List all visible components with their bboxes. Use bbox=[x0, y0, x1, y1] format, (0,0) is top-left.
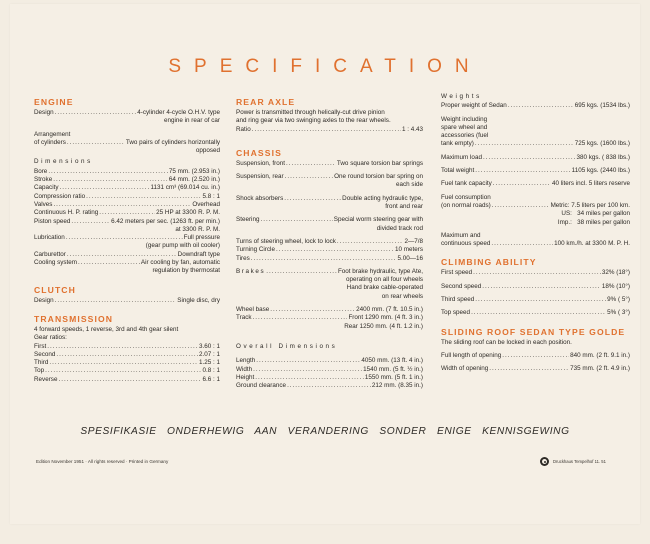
consumption-l1: Fuel consumption bbox=[441, 193, 491, 201]
rear-axle-heading: REAR AXLE bbox=[236, 97, 296, 107]
engine-capacity-row: Capacity ..... 1131 cm³ (69.014 cu. in.) bbox=[34, 184, 220, 192]
weight-incl-l2: spare wheel and bbox=[441, 123, 488, 131]
rear-axle-ratio-row: Ratio ..... 1 : 4.43 bbox=[236, 126, 423, 134]
track-cont: Rear 1250 mm. (4 ft. 1.2 in.) bbox=[344, 322, 423, 330]
engine-cooling-cont: regulation by thermostat bbox=[152, 267, 220, 275]
rear-axle-text1: Power is transmitted through helically-cut drive pinion bbox=[236, 109, 385, 116]
shock-row: Shock absorbers ..... Double acting hydraulic type, bbox=[236, 195, 423, 203]
steering-row: Steering ..... Special worm steering gear with bbox=[236, 216, 423, 224]
engine-piston-row: Piston speed ..... 6.42 meters per sec. (1263 ft. per min.) bbox=[34, 218, 220, 226]
steering-cont: divided track rod bbox=[376, 224, 423, 232]
engine-cooling-row: Cooling system ..... Air cooling by fan, automatic bbox=[34, 259, 220, 267]
gear-ratio-row: Second ..... 2.07 : 1 bbox=[34, 351, 220, 359]
transmission-line1: 4 forward speeds, 1 reverse, 3rd and 4th gear silent bbox=[34, 325, 179, 333]
susp-rear-row: Suspension, rear ..... One round torsion bar spring on bbox=[236, 173, 423, 181]
engine-lubrication-row: Lubrication ..... Full pressure bbox=[34, 234, 220, 242]
engine-dimensions-heading: Dimensions bbox=[34, 158, 93, 166]
maxspeed-l1: Maximum and bbox=[441, 231, 481, 239]
engine-hp-row: Continuous H. P. rating ..... 25 HP at 3300 R. P. M. bbox=[34, 209, 220, 217]
engine-design-cont: engine in rear of car bbox=[163, 117, 220, 125]
maxspeed-row: continuous speed ..... 100 km./h. at 3300 M. P. H. bbox=[441, 240, 630, 248]
brakes-cont3: on rear wheels bbox=[381, 292, 423, 300]
gear-ratio-row: First ..... 3.60 : 1 bbox=[34, 343, 220, 351]
engine-design-row: Design ..... 4-cylinder 4-cycle O.H.V. type bbox=[34, 109, 220, 117]
max-load-row: Maximum load ..... 380 kgs. ( 838 lbs.) bbox=[441, 154, 630, 162]
clearance-row: Ground clearance ..... 212 mm. (8.35 in.) bbox=[236, 382, 423, 390]
engine-heading: ENGINE bbox=[34, 97, 74, 107]
page-title: SPECIFICATION bbox=[168, 56, 482, 77]
clutch-heading: CLUTCH bbox=[34, 284, 76, 295]
transmission-heading: TRANSMISSION bbox=[34, 313, 114, 324]
tires-row: Tires ..... 5.00—16 bbox=[236, 255, 423, 263]
column-right bbox=[441, 93, 630, 374]
susp-rear-cont: each side bbox=[396, 181, 423, 189]
rear-axle-text2: and ring gear via two swinging axles to the rear wheels. bbox=[236, 117, 391, 125]
gear-ratio-row: Top ..... 0.8 : 1 bbox=[34, 367, 220, 375]
printer-note: Druckhaus Tempelhof 11. 51 bbox=[540, 457, 606, 466]
transmission-line2: Gear ratios: bbox=[34, 334, 67, 342]
sedan-weight-row: Proper weight of Sedan ..... 695 kgs. (1534 lbs.) bbox=[441, 102, 630, 110]
turning-row: Turning Circle ..... 10 meters bbox=[236, 246, 423, 254]
climbing-row: Third speed ..... 9% ( 5°) bbox=[441, 296, 630, 304]
engine-piston-cont: at 3300 R. P. M. bbox=[175, 225, 220, 233]
wheelbase-row: Wheel base ..... 2400 mm. (7 ft. 10.5 in.) bbox=[236, 306, 423, 314]
consumption-us: US: 34 miles per gallon bbox=[561, 210, 630, 218]
change-notice: SPESIFIKASIE ONDERHEWIG AAN VERANDERING SONDER ENIGE KENNISGEWING bbox=[80, 426, 570, 437]
track-row: Track ..... Front 1290 mm. (4 ft. 3 in.) bbox=[236, 314, 423, 322]
engine-bore-row: Bore ..... 75 mm. (2.953 in.) bbox=[34, 168, 220, 176]
consumption-row: (on normal roads) ..... Metric: 7.5 liters per 100 km. bbox=[441, 202, 630, 210]
brakes-row: Brakes ..... Foot brake hydraulic, type Ate, bbox=[236, 268, 423, 276]
engine-lubrication-cont: (gear pump with oil cooler) bbox=[145, 242, 220, 250]
total-weight-row: Total weight ..... 1105 kgs. (2440 lbs.) bbox=[441, 167, 630, 175]
brakes-cont2: Hand brake cable-operated bbox=[346, 284, 423, 292]
engine-valves-row: Valves ..... Overhead bbox=[34, 201, 220, 209]
clutch-design-row: Design ..... Single disc, dry bbox=[34, 297, 220, 305]
width-row: Width ..... 1540 mm. (5 ft. ½ in.) bbox=[236, 366, 423, 374]
chassis-heading: CHASSIS bbox=[236, 147, 282, 158]
overall-heading: Overall Dimensions bbox=[236, 342, 338, 350]
weights-heading: Weights bbox=[441, 93, 482, 100]
consumption-imp: Imp.: 38 miles per gallon bbox=[557, 218, 630, 226]
engine-carburettor-row: Carburettor ..... Downdraft type bbox=[34, 251, 220, 259]
shock-cont: front and rear bbox=[385, 203, 423, 211]
gear-ratio-row: Reverse ..... 6.6 : 1 bbox=[34, 376, 220, 384]
sunroof-width-row: Width of opening ..... 735 mm. (2 ft. 4.9 in.) bbox=[441, 365, 630, 373]
climbing-row: First speed ..... 32% (18°) bbox=[441, 269, 630, 277]
climbing-row: Top speed ..... 5% ( 3°) bbox=[441, 309, 630, 317]
vw-logo-icon bbox=[540, 457, 549, 466]
engine-arrangement-label: Arrangement bbox=[34, 130, 71, 138]
length-row: Length ..... 4050 mm. (13 ft. 4 in.) bbox=[236, 357, 423, 365]
sunroof-text: The sliding roof can be locked in each position. bbox=[441, 338, 572, 346]
height-row: Height ..... 1550 mm. (5 ft. 1 in.) bbox=[236, 374, 423, 382]
engine-arrangement-row: of cylinders ..... Two pairs of cylinders horizontally bbox=[34, 139, 220, 147]
column-middle bbox=[236, 97, 423, 390]
climbing-row: Second speed ..... 18% (10°) bbox=[441, 283, 630, 291]
susp-front-row: Suspension, front ..... Two square torsion bar springs bbox=[236, 160, 423, 168]
sunroof-heading: SLIDING ROOF SEDAN TYPE GOLDE bbox=[441, 326, 626, 337]
sunroof-length-row: Full length of opening ..... 840 mm. (2 ft. 9.1 in.) bbox=[441, 352, 630, 360]
weight-incl-l1: Weight including bbox=[441, 115, 488, 123]
edition-note: Edition November 1951 · All rights reserved · Printed in Germany bbox=[36, 459, 169, 464]
weight-incl-row: tank empty) ..... 725 kgs. (1600 lbs.) bbox=[441, 140, 630, 148]
engine-arrangement-cont: opposed bbox=[195, 147, 220, 155]
engine-compression-row: Compression ratio ..... 5.8 : 1 bbox=[34, 193, 220, 201]
gear-ratio-row: Third ..... 1.25 : 1 bbox=[34, 359, 220, 367]
climbing-heading: CLIMBING ABILITY bbox=[441, 257, 537, 268]
fuel-capacity-row: Fuel tank capacity ..... 40 liters incl. 5 liters reserve bbox=[441, 180, 630, 188]
engine-stroke-row: Stroke ..... 64 mm. (2.520 in.) bbox=[34, 176, 220, 184]
weight-incl-l3: accessories (fuel bbox=[441, 132, 489, 140]
column-left bbox=[34, 97, 220, 384]
brakes-cont1: operating on all four wheels bbox=[345, 276, 423, 284]
turns-row: Turns of steering wheel, lock to lock ..... 2—7/8 bbox=[236, 238, 423, 246]
